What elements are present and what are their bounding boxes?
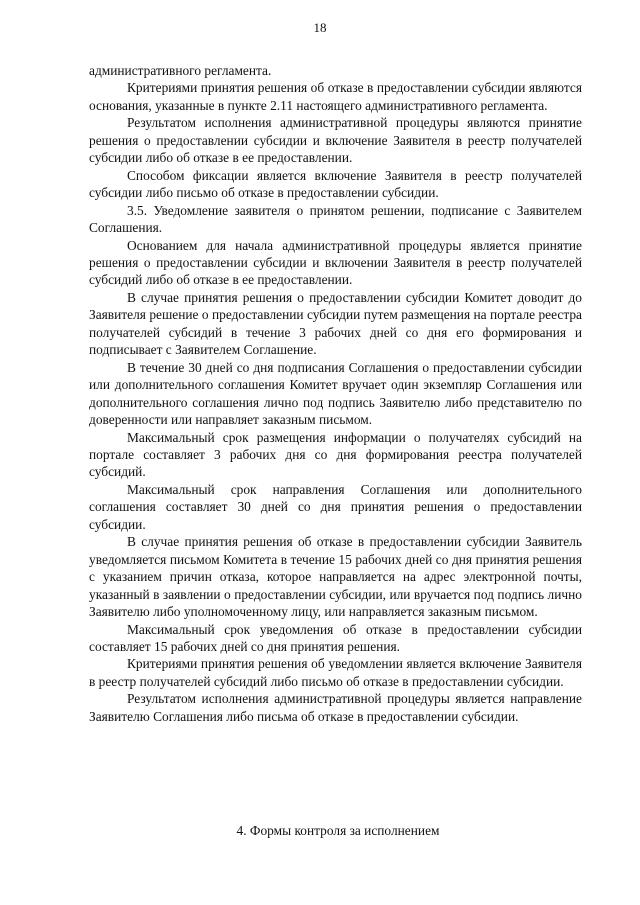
paragraph-final-result: Результатом исполнения административной процедуры является направление Заявителю Соглашения либо письма об отказе в предоставлении субсидии. bbox=[89, 691, 582, 724]
paragraph-notification-criteria: Критериями принятия решения об уведомлении является включение Заявителя в реестр получателей субсидий либо письмо об отказе в предоставлении субсидии. bbox=[89, 656, 582, 689]
paragraph-approval-notification: В случае принятия решения о предоставлении субсидии Комитет доводит до Заявителя решение о предоставлении субсидии путем размещения на портале реестра получателей субсидий в течение 3 рабочих дней со дня его формирования и подписывает с Заявителем Соглашение. bbox=[89, 289, 582, 358]
paragraph-refusal-criteria: Критериями принятия решения об отказе в предоставлении субсидии являются основания, указанные в пункте 2.11 настоящего административного регламента. bbox=[89, 80, 582, 113]
paragraph-refusal-notification: В случае принятия решения об отказе в предоставлении субсидии Заявитель уведомляется письмом Комитета в течение 15 рабочих дней со дня принятия решения с указанием причин отказа, которое направляется на адрес электронной почты, указанный в заявлении о предоставлении субсидии, или вручается под подпись лично Заявителю либо уполномоченному лицу, или направляется заказным письмом. bbox=[89, 534, 582, 620]
paragraph-agreement-delivery: В течение 30 дней со дня подписания Соглашения о предоставлении субсидии или дополнительного соглашения Комитет вручает один экземпляр Соглашения или дополнительного соглашения лично под подпись Заявителю либо представителю по доверенности или направляет заказным письмом. bbox=[89, 359, 582, 428]
page-number: 18 bbox=[313, 20, 327, 35]
paragraph-subsection-3-5: 3.5. Уведомление заявителя о принятом решении, подписание с Заявителем Соглашения. bbox=[89, 202, 582, 236]
paragraph-max-agreement-term: Максимальный срок направления Соглашения или дополнительного соглашения составляет 30 дней со дня принятия решения о предоставлении субсидии. bbox=[89, 481, 582, 532]
paragraph-max-publication-term: Максимальный срок размещения информации о получателях субсидий на портале составляет 3 рабочих дня со дня формирования реестра получателей субсидий. bbox=[89, 429, 582, 480]
paragraph-fixation-method: Способом фиксации является включение Заявителя в реестр получателей субсидии либо письмо об отказе в предоставлении субсидии. bbox=[89, 167, 582, 201]
paragraph-procedure-basis: Основанием для начала административной процедуры является принятие решения о предоставлении субсидии и включении Заявителя в реестр получателей субсидий либо об отказе в ее предоставлении. bbox=[89, 237, 582, 288]
paragraph-continuation: административного регламента. bbox=[89, 63, 272, 78]
paragraph-procedure-result: Результатом исполнения административной процедуры являются принятие решения о предоставлении субсидии и включение Заявителя в реестр получателей субсидии либо об отказе в ее предоставлении. bbox=[89, 115, 582, 166]
paragraph-max-refusal-term: Максимальный срок уведомления об отказе в предоставлении субсидии составляет 15 рабочих дней со дня принятия решения. bbox=[89, 621, 582, 654]
section-heading: 4. Формы контроля за исполнением bbox=[236, 823, 440, 838]
document-body bbox=[89, 62, 582, 725]
